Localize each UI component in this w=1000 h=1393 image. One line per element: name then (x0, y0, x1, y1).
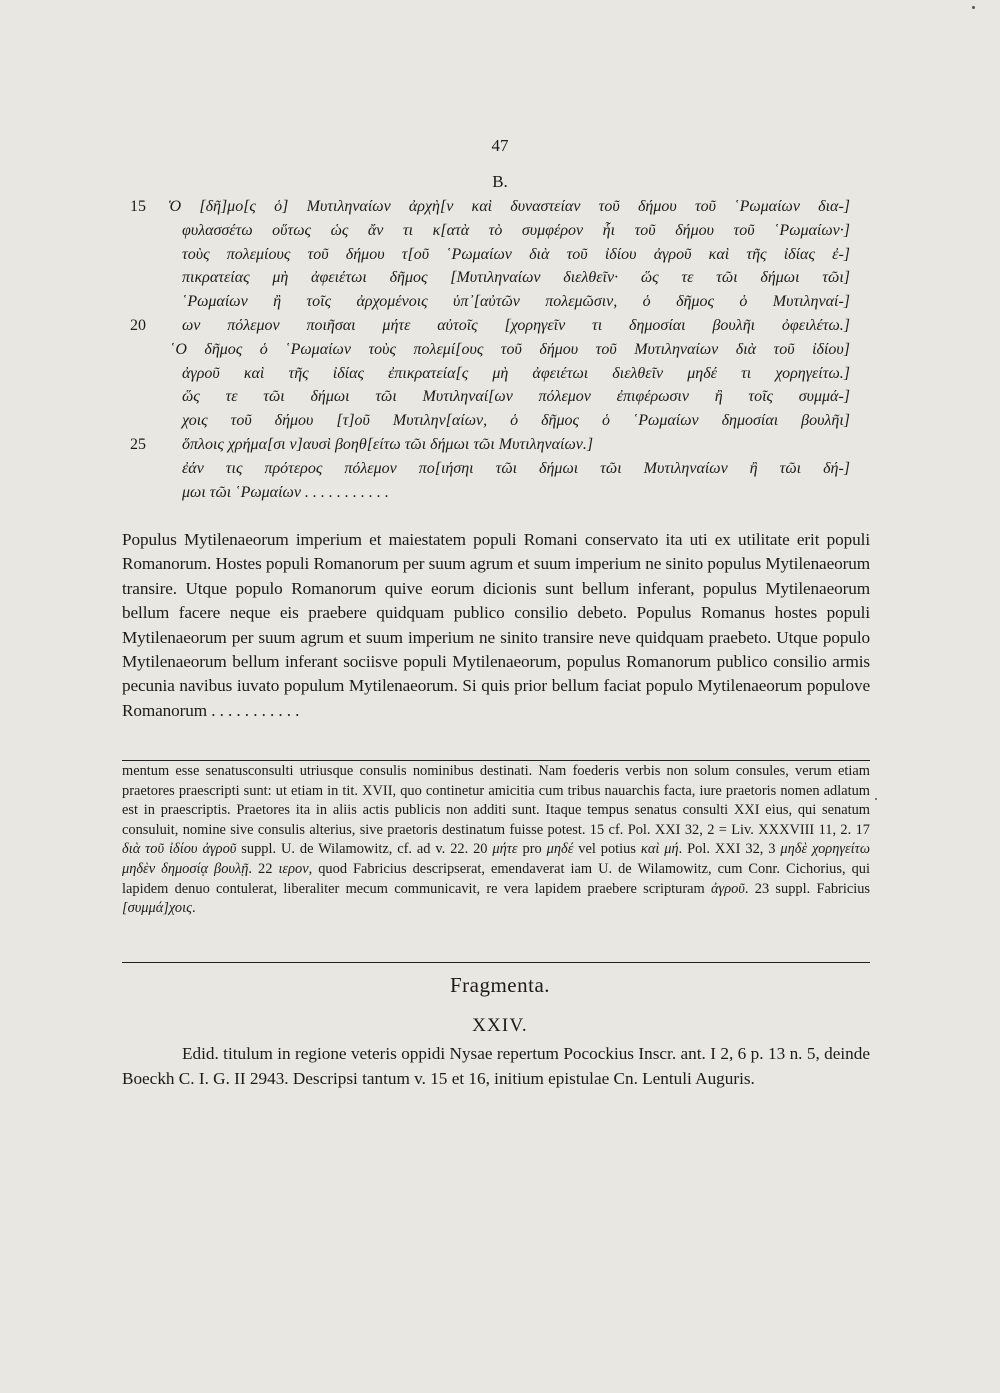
section-divider (122, 962, 870, 963)
greek-line-text: ῾Ο δῆμος ὁ ῾Ρωμαίων τοὺς πολεμί[ους τοῦ δήμου τοῦ Μυτιληναίων διὰ τοῦ ἰδίου] (170, 340, 850, 358)
greek-citation: ἀγροῦ (710, 880, 745, 897)
critical-apparatus (122, 762, 870, 919)
greek-line-text: ῾Ρωμαίων ἢ τοῖς ἀρχομένοις ὑπ᾽[αὐτῶν πολεμῶσιν, ὁ δῆμος ὁ Μυτιληναί-] (182, 293, 850, 311)
note-text: , quod Fabricius descripserat, emendaverat iam U. de Wilamowitz, cum Conr. Cichorius, qui lapidem denuo contulerat, liberaliter mecum communicavit, re vera lapidem praebere scripturam (122, 860, 870, 897)
greek-line-text: τοὺς πολεμίους τοῦ δήμου τ[οῦ ῾Ρωμαίων διὰ τοῦ ἰδίου ἀγροῦ καὶ τῆς ἰδίας ἐ-] (182, 245, 850, 263)
greek-line (130, 338, 850, 362)
greek-line (130, 362, 850, 386)
note-text: . (191, 900, 196, 917)
greek-line-text: ἀγροῦ καὶ τῆς ἰδίας ἐπικρατεία[ς μὴ ἀφειέτωι διελθεῖν μηδέ τι χορηγείτω.] (182, 364, 850, 382)
page-number: 47 (491, 136, 509, 155)
greek-line-text: χοις τοῦ δήμου [τ]οῦ Μυτιλην[αίων, ὁ δῆμος ὁ ῾Ρωμαίων δημοσίαι βουλῆι] (182, 412, 850, 430)
line-number: 25 (130, 435, 146, 453)
greek-line-text: ων πόλεμον ποιῆσαι μήτε αὐτοῖς [χορηγεῖν τι δημοσίαι βουλῆι ὀφειλέτω.] (182, 316, 850, 334)
greek-line (130, 266, 850, 290)
greek-line-text: ὥς τε τῶι δήμωι τῶι Μυτιληναί[ων πόλεμον ἐπιφέρωσιν ἢ τοῖς συμμά-] (182, 388, 850, 406)
note-text: . 22 (248, 860, 279, 877)
footnote-divider (122, 760, 870, 761)
fragment-intro: Edid. titulum in regione veteris oppidi Nysae repertum Pocockius Inscr. ant. I 2, 6 p. 13 n. 5, deinde Boeckh C. I. G. II 2943. Descripsi tantum v. 15 et 16, initium epistulae Cn. Lentuli Auguris. (122, 1044, 870, 1088)
greek-citation: καὶ μή (640, 841, 679, 858)
greek-citation: μήτε (492, 841, 518, 858)
greek-line (130, 195, 850, 219)
greek-line (130, 243, 850, 267)
note-text: pro (517, 841, 547, 858)
note-text: . Pol. XXI 32, 3 (678, 841, 781, 858)
greek-line (130, 409, 850, 433)
greek-line (130, 385, 850, 409)
greek-inscription-text (130, 195, 850, 504)
line-number: 15 (130, 198, 146, 215)
greek-line (130, 219, 850, 243)
section-heading: B. (492, 172, 508, 191)
line-number: 20 (130, 316, 146, 334)
greek-line (130, 290, 850, 314)
greek-line-text: Ὁ [δῆ]μο[ς ὁ] Μυτιληναίων ἀρχὴ[ν καὶ δυναστείαν τοῦ δήμου τοῦ ῾Ρωμαίων δια-] (168, 198, 850, 215)
fragmenta-heading: Fragmenta. (449, 973, 551, 997)
greek-line (130, 481, 850, 505)
greek-line-text: ὅπλοις χρήμα[σι ν]αυσὶ βοηθ[είτω τῶι δήμωι τῶι Μυτιληναίων.] (182, 435, 594, 453)
note-text: mentum esse senatusconsulti utriusque consulis nominibus destinati. Nam foederis verbis non solum consules, verum etiam praetores praescripti sunt: ut etiam in tit. XVII, quo continetur amicitia cum tribus nauarchis facta, iure praetoris nomen adlatum est in praescriptis. Praetores ita in aliis actis publicis non additi sunt. Itaque tempus senatus consulti XXI eius, qui senatum consuluit, nomine sive consulis alterius, sive praetoris destinatum fuisse potest. 15 cf. Pol. XXI 32, 2 = Liv. XXXVIII 11, 2. 17 (122, 763, 870, 838)
greek-line (130, 457, 850, 481)
greek-citation: μηδέ (546, 841, 574, 858)
latin-translation: Populus Mytilenaeorum imperium et maiestatem populi Romani conservato ita uti ex utilitate erit populi Romanorum. Hostes populi Romanorum per suum agrum et suum imperium ne sinito populus Mytilenaeorum transire. Utque populo Romanorum quive eorum dicionis sunt bellum inferant, populus Mytilenaeorum bellum facere neque eis praebere quidquam publico consilio debeto. Populus Romanus hostes populi Mytilenaeorum per suum agrum et suum imperium ne sinito transire neve quidquam praebeto. Utque populo Mytilenaeorum bellum inferant sociisve populi Mytilenaeorum, populus Romanorum publico consilio armis pecunia navibus iuvato populum Mytilenaeorum. Si quis prior bellum faciat populo Mytilenaeorum populove Romanorum . . . . . . . . . . . (122, 530, 870, 720)
greek-line-text: μωι τῶι ῾Ρωμαίων . . . . . . . . . . . (182, 483, 389, 501)
greek-citation: διὰ τοῦ ἰδίου ἀγροῦ (122, 841, 237, 858)
paper-speck (972, 6, 975, 9)
greek-citation: [συμμά]χοις (122, 900, 192, 917)
greek-citation: ιερον (278, 860, 309, 877)
greek-line-text: πικρατείας μὴ ἀφειέτωι δῆμος [Μυτιληναίων διελθεῖν· ὥς τε τῶι δήμωι τῶι] (182, 269, 850, 287)
greek-line-text: φυλασσέτω οὕτως ὡς ἄν τι κ[ατὰ τὸ συμφέρον ἧι τοῦ δήμου τοῦ ῾Ρωμαίων·] (182, 221, 850, 239)
note-text: suppl. U. de Wilamowitz, cf. ad v. 22. 20 (236, 841, 493, 858)
note-text: vel potius (573, 841, 641, 858)
note-text: . 23 suppl. Fabricius (744, 880, 870, 897)
greek-line-text: ἐάν τις πρότερος πόλεμον πο[ιήσηι τῶι δήμωι τῶι Μυτιληναίων ἢ τῶι δή-] (182, 459, 850, 477)
paper-speck (875, 798, 877, 800)
greek-line (130, 433, 850, 457)
greek-citation: μηδὲ χορηγείτω μηδὲν δημοσίᾳ βουλῇ (122, 841, 870, 877)
fragment-number: XXIV. (472, 1015, 528, 1036)
greek-line (130, 314, 850, 338)
